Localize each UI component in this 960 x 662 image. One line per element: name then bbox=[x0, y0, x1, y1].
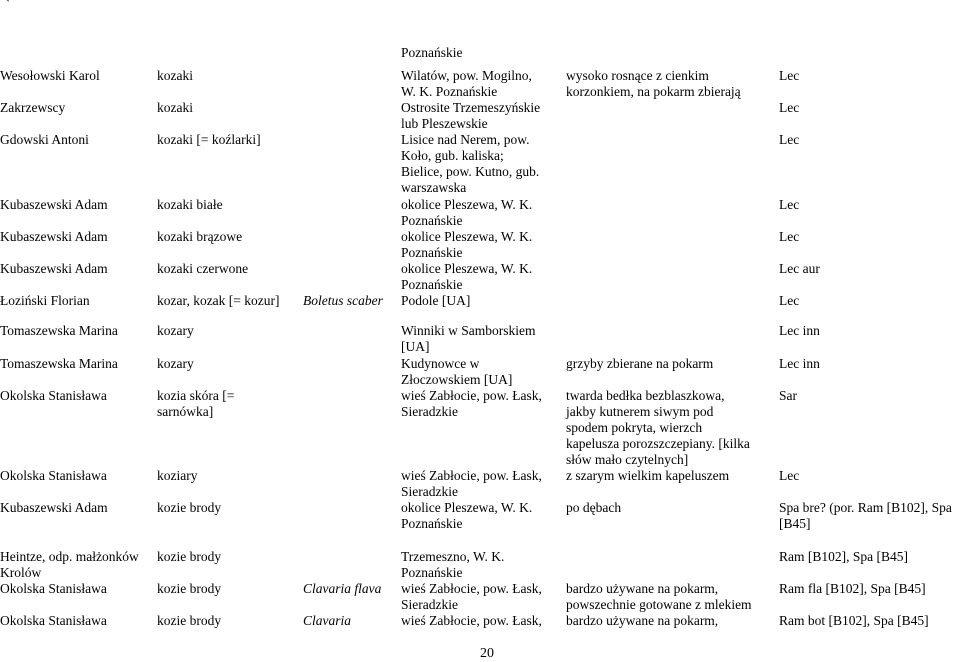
name-cell: Okolska Stanisława bbox=[0, 613, 107, 628]
code-cell: Lec inn bbox=[779, 356, 820, 371]
latin-cell: Boletus scaber bbox=[303, 293, 383, 308]
term-cell: kozary bbox=[157, 356, 194, 371]
term-cell: kozie brody bbox=[157, 613, 222, 628]
place-cell: [UA] bbox=[401, 339, 430, 354]
place-cell: Złoczowskiem [UA] bbox=[401, 372, 513, 387]
code-cell: Lec bbox=[779, 100, 800, 115]
name-cell: Okolska Stanisława bbox=[0, 468, 107, 483]
place-cell: Wilatów, pow. Mogilno, bbox=[401, 68, 532, 83]
note-cell: korzonkiem, na pokarm zbierają bbox=[566, 84, 741, 99]
code-cell: Ram fla [B102], Spa [B45] bbox=[779, 581, 926, 596]
place-cell: okolice Pleszewa, W. K. bbox=[401, 261, 533, 276]
term-cell: kozar, kozak [= kozur] bbox=[157, 293, 280, 308]
place-cell: Sieradzkie bbox=[401, 597, 458, 612]
place-cell: wieś Zabłocie, pow. Łask, bbox=[401, 388, 542, 403]
place-cell: Bielice, pow. Kutno, gub. bbox=[401, 164, 540, 179]
note-cell: słów mało czytelnych] bbox=[566, 452, 689, 467]
term-cell: kozie brody bbox=[157, 549, 222, 564]
name-cell: Łoziński Florian bbox=[0, 293, 90, 308]
term-cell: kozaki białe bbox=[157, 197, 223, 212]
term-cell: kozaki brązowe bbox=[157, 229, 243, 244]
place-cell: okolice Pleszewa, W. K. bbox=[401, 229, 533, 244]
place-cell: warszawska bbox=[401, 180, 467, 195]
place-cell: Sieradzkie bbox=[401, 404, 458, 419]
name-cell: Okolska Stanisława bbox=[0, 388, 107, 403]
latin-cell: Clavaria flava bbox=[303, 581, 382, 596]
name-cell: Tomaszewska Marina bbox=[0, 323, 118, 338]
place-cell: Sieradzkie bbox=[401, 484, 458, 499]
place-cell: okolice Pleszewa, W. K. bbox=[401, 197, 533, 212]
place-cell: wieś Zabłocie, pow. Łask, bbox=[401, 468, 542, 483]
note-cell: grzyby zbierane na pokarm bbox=[566, 356, 714, 371]
note-cell: twarda bedłka bezblaszkowa, bbox=[566, 388, 725, 403]
name-cell: Okolska Stanisława bbox=[0, 581, 107, 596]
place-cell: Winniki w Samborskiem bbox=[401, 323, 536, 338]
term-cell: kozaki bbox=[157, 68, 193, 83]
place-cell: Poznańskie bbox=[401, 245, 463, 260]
place-cell: wieś Zabłocie, pow. Łask, bbox=[401, 613, 542, 628]
code-cell: Lec aur bbox=[779, 261, 820, 276]
code-cell: Lec bbox=[779, 197, 800, 212]
code-cell: Spa bre? (por. Ram [B102], Spa bbox=[779, 500, 952, 515]
place-cell: lub Pleszewskie bbox=[401, 116, 488, 131]
place-cell: Poznańskie bbox=[401, 565, 463, 580]
place-cell: Poznańskie bbox=[401, 45, 463, 60]
note-cell: z szarym wielkim kapeluszem bbox=[566, 468, 730, 483]
name-cell: Kubaszewski Adam bbox=[0, 261, 108, 276]
code-cell: Lec bbox=[779, 468, 800, 483]
place-cell: Poznańskie bbox=[401, 516, 463, 531]
code-cell: Lec inn bbox=[779, 323, 820, 338]
term-cell: koziary bbox=[157, 468, 198, 483]
top-mark: ` bbox=[6, 0, 10, 11]
place-cell: Poznańskie bbox=[401, 213, 463, 228]
term-cell: kozaki bbox=[157, 100, 193, 115]
name-cell: Gdowski Antoni bbox=[0, 132, 89, 147]
page-number: 20 bbox=[480, 646, 494, 661]
term-cell: kozary bbox=[157, 323, 194, 338]
note-cell: powszechnie gotowane z mlekiem bbox=[566, 597, 752, 612]
place-cell: Poznańskie bbox=[401, 277, 463, 292]
code-cell: [B45] bbox=[779, 516, 811, 531]
name-cell: Kubaszewski Adam bbox=[0, 229, 108, 244]
term-cell: kozie brody bbox=[157, 500, 222, 515]
note-cell: jakby kutnerem siwym pod bbox=[566, 404, 714, 419]
place-cell: wieś Zabłocie, pow. Łask, bbox=[401, 581, 542, 596]
name-cell: Wesołowski Karol bbox=[0, 68, 100, 83]
place-cell: Trzemeszno, W. K. bbox=[401, 549, 505, 564]
term-cell: kozie brody bbox=[157, 581, 222, 596]
latin-cell: Clavaria bbox=[303, 613, 352, 628]
code-cell: Ram bot [B102], Spa [B45] bbox=[779, 613, 929, 628]
name-cell: Heintze, odp. małżonków bbox=[0, 549, 139, 564]
code-cell: Lec bbox=[779, 132, 800, 147]
note-cell: wysoko rosnące z cienkim bbox=[566, 68, 709, 83]
name-cell: Krolów bbox=[0, 565, 42, 580]
place-cell: Lisice nad Nerem, pow. bbox=[401, 132, 530, 147]
name-cell: Kubaszewski Adam bbox=[0, 197, 108, 212]
term-cell: kozaki czerwone bbox=[157, 261, 249, 276]
code-cell: Lec bbox=[779, 68, 800, 83]
place-cell: Kudynowce w bbox=[401, 356, 480, 371]
place-cell: okolice Pleszewa, W. K. bbox=[401, 500, 533, 515]
note-cell: po dębach bbox=[566, 500, 622, 515]
note-cell: spodem pokryta, wierzch bbox=[566, 420, 703, 435]
code-cell: Sar bbox=[779, 388, 797, 403]
term-cell: kozaki [= koźlarki] bbox=[157, 132, 261, 147]
place-cell: W. K. Poznańskie bbox=[401, 84, 498, 99]
note-cell: bardzo używane na pokarm, bbox=[566, 581, 719, 596]
place-cell: Ostrosite Trzemeszyńskie bbox=[401, 100, 541, 115]
name-cell: Kubaszewski Adam bbox=[0, 500, 108, 515]
term-cell: kozia skóra [= bbox=[157, 388, 235, 403]
note-cell: kapelusza porozszczepiany. [kilka bbox=[566, 436, 750, 451]
name-cell: Zakrzewscy bbox=[0, 100, 66, 115]
name-cell: Tomaszewska Marina bbox=[0, 356, 118, 371]
code-cell: Lec bbox=[779, 293, 800, 308]
place-cell: Podole [UA] bbox=[401, 293, 471, 308]
note-cell: bardzo używane na pokarm, bbox=[566, 613, 719, 628]
place-cell: Koło, gub. kaliska; bbox=[401, 148, 504, 163]
code-cell: Lec bbox=[779, 229, 800, 244]
code-cell: Ram [B102], Spa [B45] bbox=[779, 549, 908, 564]
term-cell: sarnówka] bbox=[157, 404, 214, 419]
